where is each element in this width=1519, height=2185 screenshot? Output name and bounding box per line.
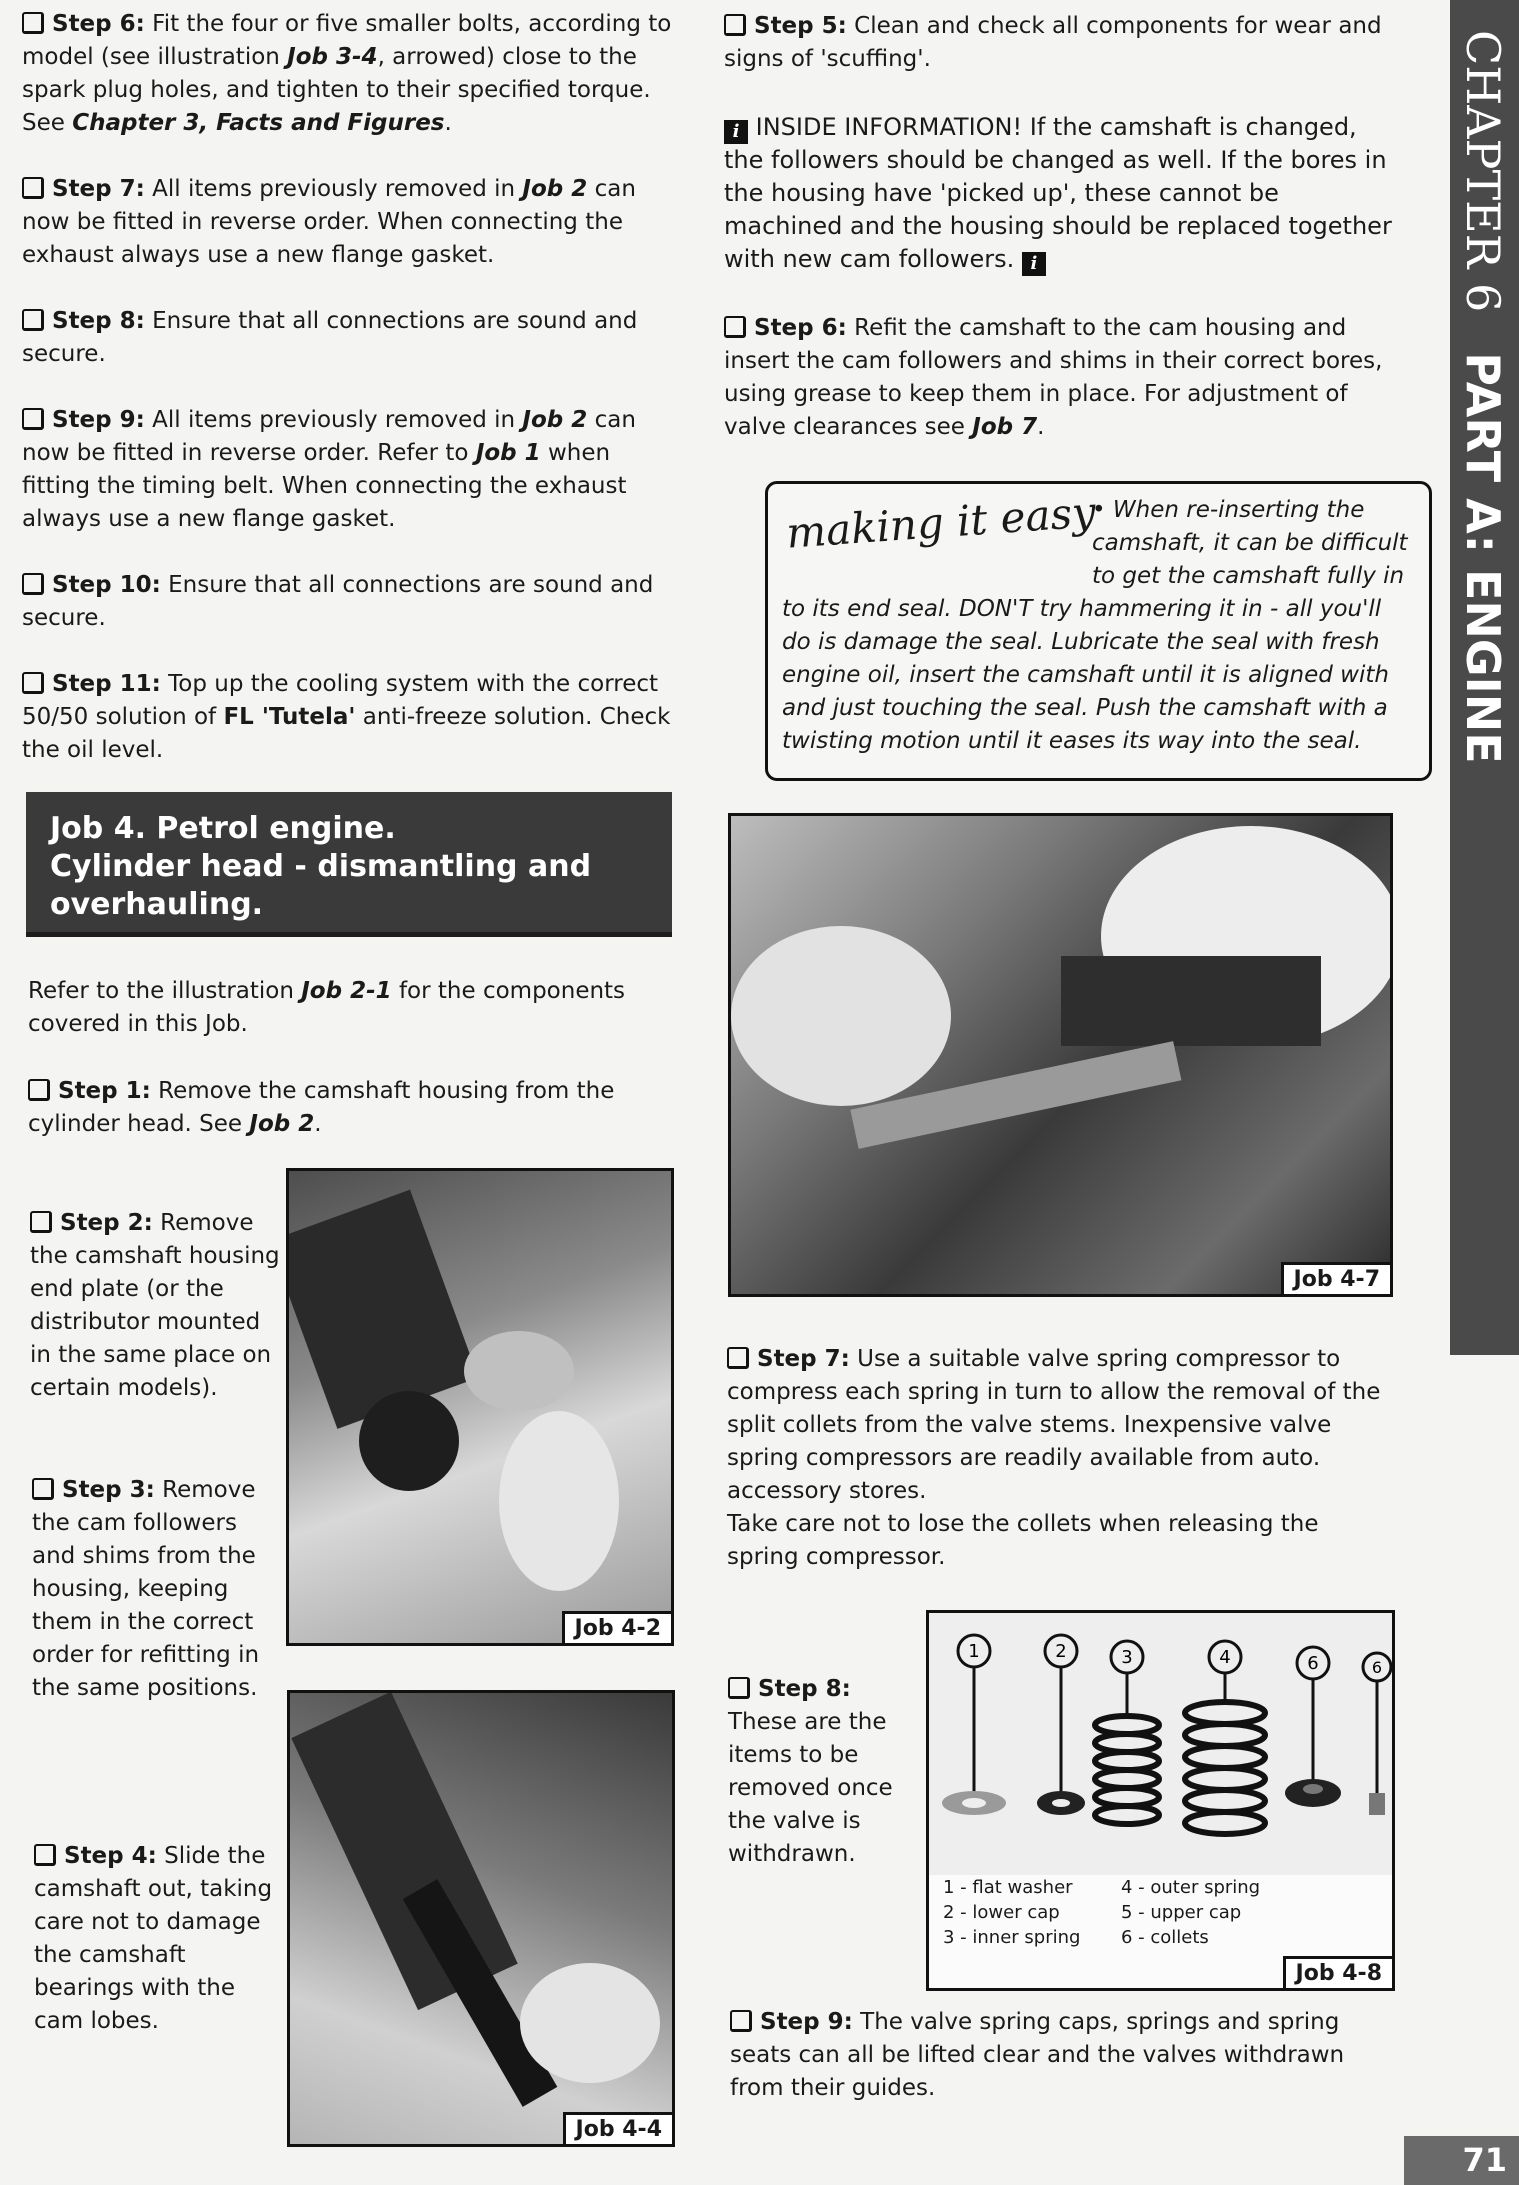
legend-item: 4 - outer spring xyxy=(1121,1877,1261,1898)
part-number-5: 6 xyxy=(1307,1653,1319,1674)
making-it-easy-logo: making it easy xyxy=(784,487,1098,558)
checkbox-icon xyxy=(32,1478,54,1500)
legend-item: 3 - inner spring xyxy=(943,1927,1081,1948)
photo-job-4-2 xyxy=(286,1168,674,1646)
job-4-step-2: Step 2: Remove the camshaft housing end plate (or the distributor mounted in the same place on certain models). xyxy=(30,1210,280,1401)
tip-text: • When re-inserting the camshaft, it can be difficult to get the camshaft fully in to its end seal. DON'T try hammering it in - all you'll do is damage the seal. Lubricate the seal with fresh engine oil, insert the camshaft until it is aligned with and just touching the seal. Push the camshaft with a twisting motion until it eases its way into the seal. xyxy=(782,497,1408,754)
step-9-right: Step 9: The valve spring caps, springs and spring seats can all be lifted clear and the valves withdrawn from their guides. xyxy=(730,2009,1345,2101)
left-column xyxy=(22,8,672,800)
caption-job-4-8: Job 4-8 xyxy=(1283,1956,1392,1988)
photo-job-4-7 xyxy=(728,813,1393,1297)
checkbox-icon xyxy=(727,1347,749,1369)
checkbox-icon xyxy=(22,12,44,34)
info-icon: i xyxy=(724,120,748,144)
step-10-left: Step 10: Ensure that all connections are sound and secure. xyxy=(22,572,654,631)
part-number-4: 4 xyxy=(1219,1647,1231,1668)
checkbox-icon xyxy=(724,14,746,36)
job-4-step-3: Step 3: Remove the cam followers and shims from the housing, keeping them in the correct order for refitting in the same positions. xyxy=(32,1477,260,1701)
caption-job-4-7: Job 4-7 xyxy=(1281,1262,1390,1294)
page-number: 71 xyxy=(1404,2136,1519,2185)
checkbox-icon xyxy=(28,1079,50,1101)
step-8-left: Step 8: Ensure that all connections are sound and secure. xyxy=(22,308,638,367)
part-number-1: 1 xyxy=(968,1641,980,1662)
legend-item: 6 - collets xyxy=(1121,1927,1209,1948)
photo-illustration xyxy=(289,1171,671,1643)
chapter-side-label: CHAPTER 6PART A: ENGINE xyxy=(1456,30,1510,764)
legend-item: 2 - lower cap xyxy=(943,1902,1060,1923)
checkbox-icon xyxy=(724,316,746,338)
step-7-right: Step 7: Use a suitable valve spring compressor to compress each spring in turn to allow the removal of the split collets from the valve stems. Inexpensive valve spring compressors are readily available from auto. accessory stores. xyxy=(727,1346,1381,1504)
job-4-step-4: Step 4: Slide the camshaft out, taking care not to damage the camshaft bearings with the cam lobes. xyxy=(34,1843,273,2034)
photo-illustration xyxy=(731,816,1390,1294)
legend-item: 1 - flat washer xyxy=(943,1877,1073,1898)
checkbox-icon xyxy=(22,408,44,430)
part-number-6: 6 xyxy=(1371,1658,1383,1677)
checkbox-icon xyxy=(30,1211,52,1233)
job-4-header: Job 4. Petrol engine. Cylinder head - dismantling and overhauling. xyxy=(26,792,672,937)
checkbox-icon xyxy=(22,309,44,331)
checkbox-icon xyxy=(730,2010,752,2032)
step-5-right: Step 5: Clean and check all components for wear and signs of 'scuffing'. xyxy=(724,13,1382,72)
job-4-step-1: Step 1: Remove the camshaft housing from the cylinder head. See Job 2. xyxy=(28,1078,615,1137)
inside-information: i INSIDE INFORMATION! If the camshaft is changed, the followers should be changed as well. If the bores in the housing have 'picked up', these cannot be machined and the housing should be replaced together with new cam followers. i xyxy=(724,113,1392,274)
diagram-job-4-8 xyxy=(926,1610,1395,1991)
photo-illustration xyxy=(290,1693,672,2144)
checkbox-icon xyxy=(22,573,44,595)
step-6-right: Step 6: Refit the camshaft to the cam housing and insert the cam followers and shims in their correct bores, using grease to keep them in place. For adjustment of valve clearances see Job 7. xyxy=(724,315,1383,440)
legend-item: 5 - upper cap xyxy=(1121,1902,1242,1923)
valve-parts-illustration xyxy=(929,1613,1392,1875)
checkbox-icon xyxy=(22,177,44,199)
job-4-intro: Refer to the illustration Job 2-1 for the components covered in this Job. xyxy=(28,978,626,1037)
part-number-2: 2 xyxy=(1055,1641,1067,1662)
info-icon: i xyxy=(1022,252,1046,276)
checkbox-icon xyxy=(728,1677,750,1699)
step-9-left: Step 9: All items previously removed in Job 2 can now be fitted in reverse order. Refer to Job 1 when fitting the timing belt. When connecting the exhaust always use a new flange gasket. xyxy=(22,407,636,532)
part-number-3: 3 xyxy=(1121,1647,1133,1668)
checkbox-icon xyxy=(34,1844,56,1866)
caption-job-4-2: Job 4-2 xyxy=(562,1611,671,1643)
step-11-left: Step 11: Top up the cooling system with the correct 50/50 solution of FL 'Tutela' anti-freeze solution. Check the oil level. xyxy=(22,671,671,763)
making-it-easy-box xyxy=(765,481,1432,781)
caption-job-4-4: Job 4-4 xyxy=(563,2112,672,2144)
care-note: Take care not to lose the collets when releasing the spring compressor. xyxy=(727,1511,1319,1570)
checkbox-icon xyxy=(22,672,44,694)
step-8-right: Step 8: These are the items to be removed once the valve is withdrawn. xyxy=(728,1676,893,1867)
photo-job-4-4 xyxy=(287,1690,675,2147)
step-7-left: Step 7: All items previously removed in Job 2 can now be fitted in reverse order. When connecting the exhaust always use a new flange gasket. xyxy=(22,176,636,268)
step-6-left: Step 6: Fit the four or five smaller bolts, according to model (see illustration Job 3-4, arrowed) close to the spark plug holes, and tighten to their specified torque. See Chapter 3, Facts and Figures. xyxy=(22,11,672,136)
